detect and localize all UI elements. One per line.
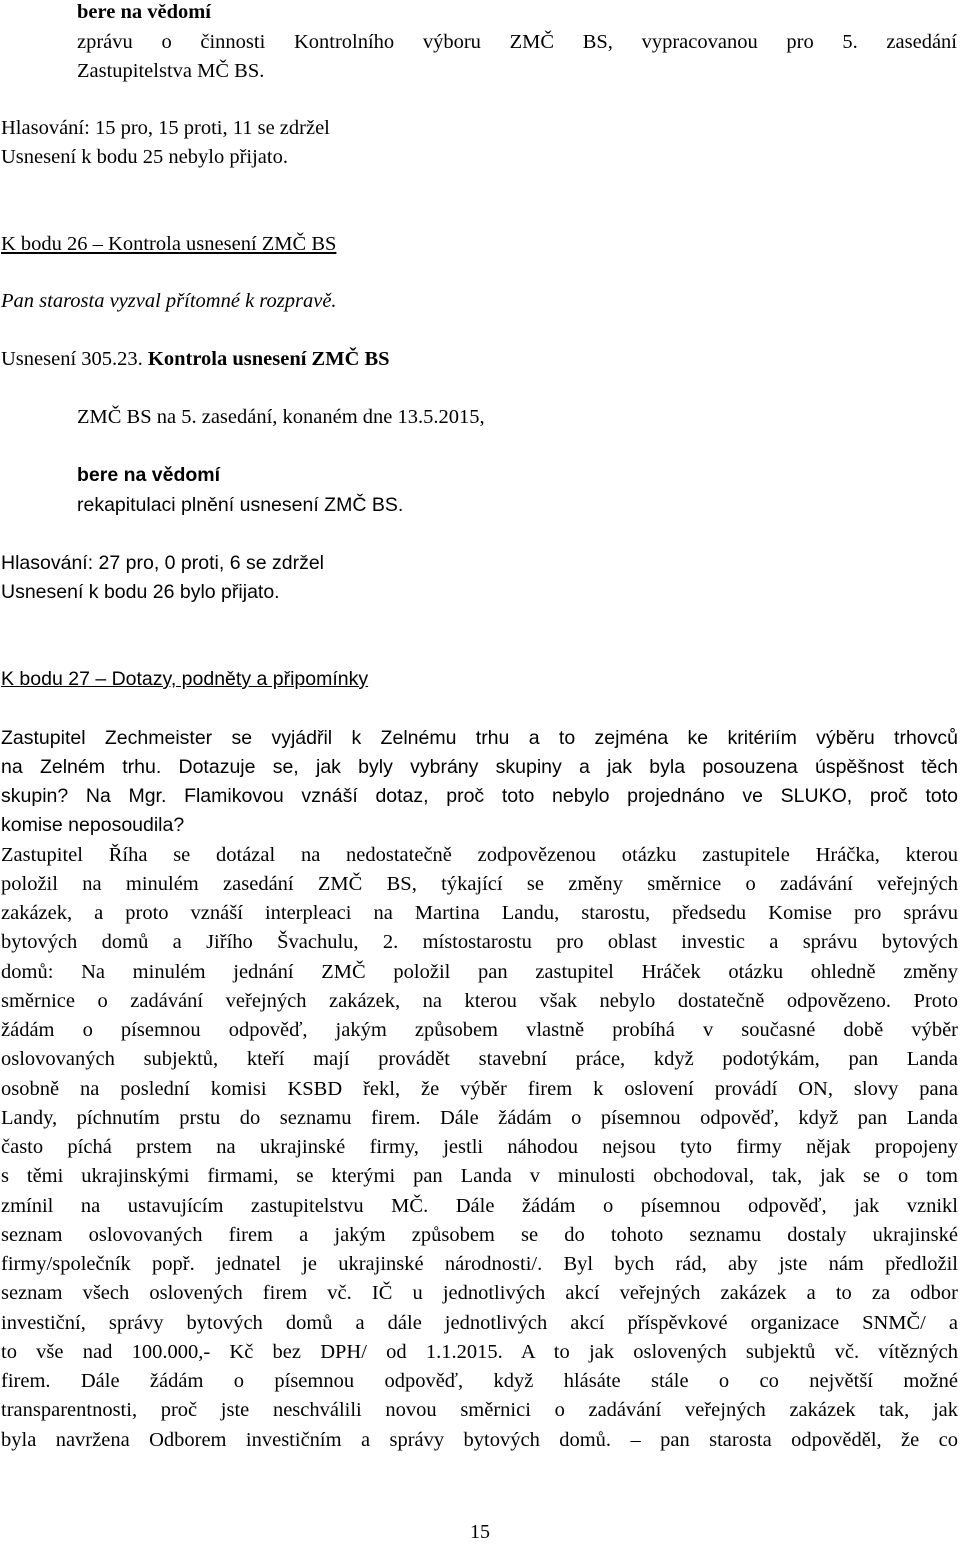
paragraph-line: seznam oslovovaných firem a jakým způsobem se do tohoto seznamu dostaly ukrajinské [1,1224,958,1246]
paragraph-line: domů: Na minulém jednání ZMČ položil pan zastupitel Hráček otázku ohledně změny [1,961,958,983]
paragraph-line: žádám o písemnou odpověď, jakým způsobem vlastně probíhá v současné době výběr [1,1019,958,1041]
paragraph-line: oslovovaných subjektů, kteří mají provádět stavební práce, když podotýkám, pan Landa [1,1048,958,1070]
paragraph-line: firem. Dále žádám o písemnou odpověď, když hlásáte stále o co největší možné [1,1370,958,1392]
vote-result: Hlasování: 15 pro, 15 proti, 11 se zdržel [1,117,330,139]
resolution-outcome: Usnesení k bodu 26 bylo přijato. [1,581,280,603]
vote-result: Hlasování: 27 pro, 0 proti, 6 se zdržel [1,552,324,574]
takes-note-label: bere na vědomí [77,464,221,486]
page-number: 15 [470,1521,490,1543]
paragraph-line: investiční, správy bytových domů a dále jednotlivých akcí příspěvkové organizace SNMČ/ a [1,1312,958,1334]
resolution-note: rekapitulaci plnění usnesení ZMČ BS. [77,494,404,516]
paragraph-line: zakázek, a proto vznáší interpleaci na Martina Landu, starostu, předsedu Komise pro správu [1,902,958,924]
paragraph-line: zmínil na ustavujícím zastupitelstvu MČ. Dále žádám o písemnou odpověď, jak vznikl [1,1195,958,1217]
section-heading: K bodu 27 – Dotazy, podněty a připomínky [1,668,369,690]
paragraph-line: skupin? Na Mgr. Flamikovou vznáší dotaz, proč toto nebylo projednáno ve SLUKO, proč toto [1,785,958,807]
paragraph-line: seznam všech oslovených firem vč. IČ u jednotlivých akcí veřejných zakázek a to za odbor [1,1282,958,1304]
resolution-heading [1,347,390,371]
resolution-body: ZMČ BS na 5. zasedání, konaném dne 13.5.2015, [77,406,485,428]
report-text-line: Zastupitelstva MČ BS. [77,60,265,82]
paragraph-line: Zastupitel Zechmeister se vyjádřil k Zelnému trhu a to zejména ke kritériím výběru trhovců [1,727,958,749]
paragraph-line: Zastupitel Říha se dotázal na nedostatečně zodpovězenou otázku zastupitele Hráčka, kterou [1,844,958,866]
paragraph-line: komise neposoudila? [1,814,185,836]
paragraph-line: transparentnosti, proč jste neschválili novou směrnici o zadávání veřejných zakázek tak, jak [1,1399,958,1421]
paragraph-line: na Zelném trhu. Dotazuje se, jak byly vybrány skupiny a jak byla posouzena úspěšnost těch [1,756,958,778]
section-heading: K bodu 26 – Kontrola usnesení ZMČ BS [1,233,337,255]
paragraph-line: směrnice o zadávání veřejných zakázek, na kterou však nebylo dostatečně odpovězeno. Proto [1,990,958,1012]
paragraph-line: firmy/společník popř. jednatel je ukrajinské národnosti/. Byl bych rád, aby jste nám předložil [1,1253,958,1275]
paragraph-line: bytových domů a Jiřího Švachulu, 2. místostarostu pro oblast investic a správu bytových [1,931,958,953]
resolution-outcome: Usnesení k bodu 25 nebylo přijato. [1,146,288,168]
chair-call-text: Pan starosta vyzval přítomné k rozpravě. [1,290,337,312]
paragraph-line: osobně na poslední komisi KSBD řekl, že výběr firem k oslovení provádí ON, slovy pana [1,1078,958,1100]
paragraph-line: často píchá prstem na ukrajinské firmy, jestli náhodou nejsou tyto firmy nějak propojeny [1,1136,958,1158]
report-text-line: zprávu o činnosti Kontrolního výboru ZMČ BS, vypracovanou pro 5. zasedání [77,31,957,53]
paragraph-line: Landy, píchnutím prstu do seznamu firem. Dále žádám o písemnou odpověď, když pan Landa [1,1107,958,1129]
paragraph-line: položil na minulém zasedání ZMČ BS, týkající se změny směrnice o zadávání veřejných [1,873,958,895]
paragraph-line: byla navržena Odborem investičním a správy bytových domů. – pan starosta odpověděl, že co [1,1429,958,1451]
resolution-number: Usnesení 305.23. [1,348,143,370]
paragraph-line: to vše nad 100.000,- Kč bez DPH/ od 1.1.2015. A to jak oslovených subjektů vč. vítězných [1,1341,958,1363]
resolution-title: Kontrola usnesení ZMČ BS [147,348,390,370]
paragraph-line: s těmi ukrajinskými firmami, se kterými pan Landa v minulosti obchodoval, tak, jak se o tom [1,1165,958,1187]
takes-note-label: bere na vědomí [77,1,212,23]
